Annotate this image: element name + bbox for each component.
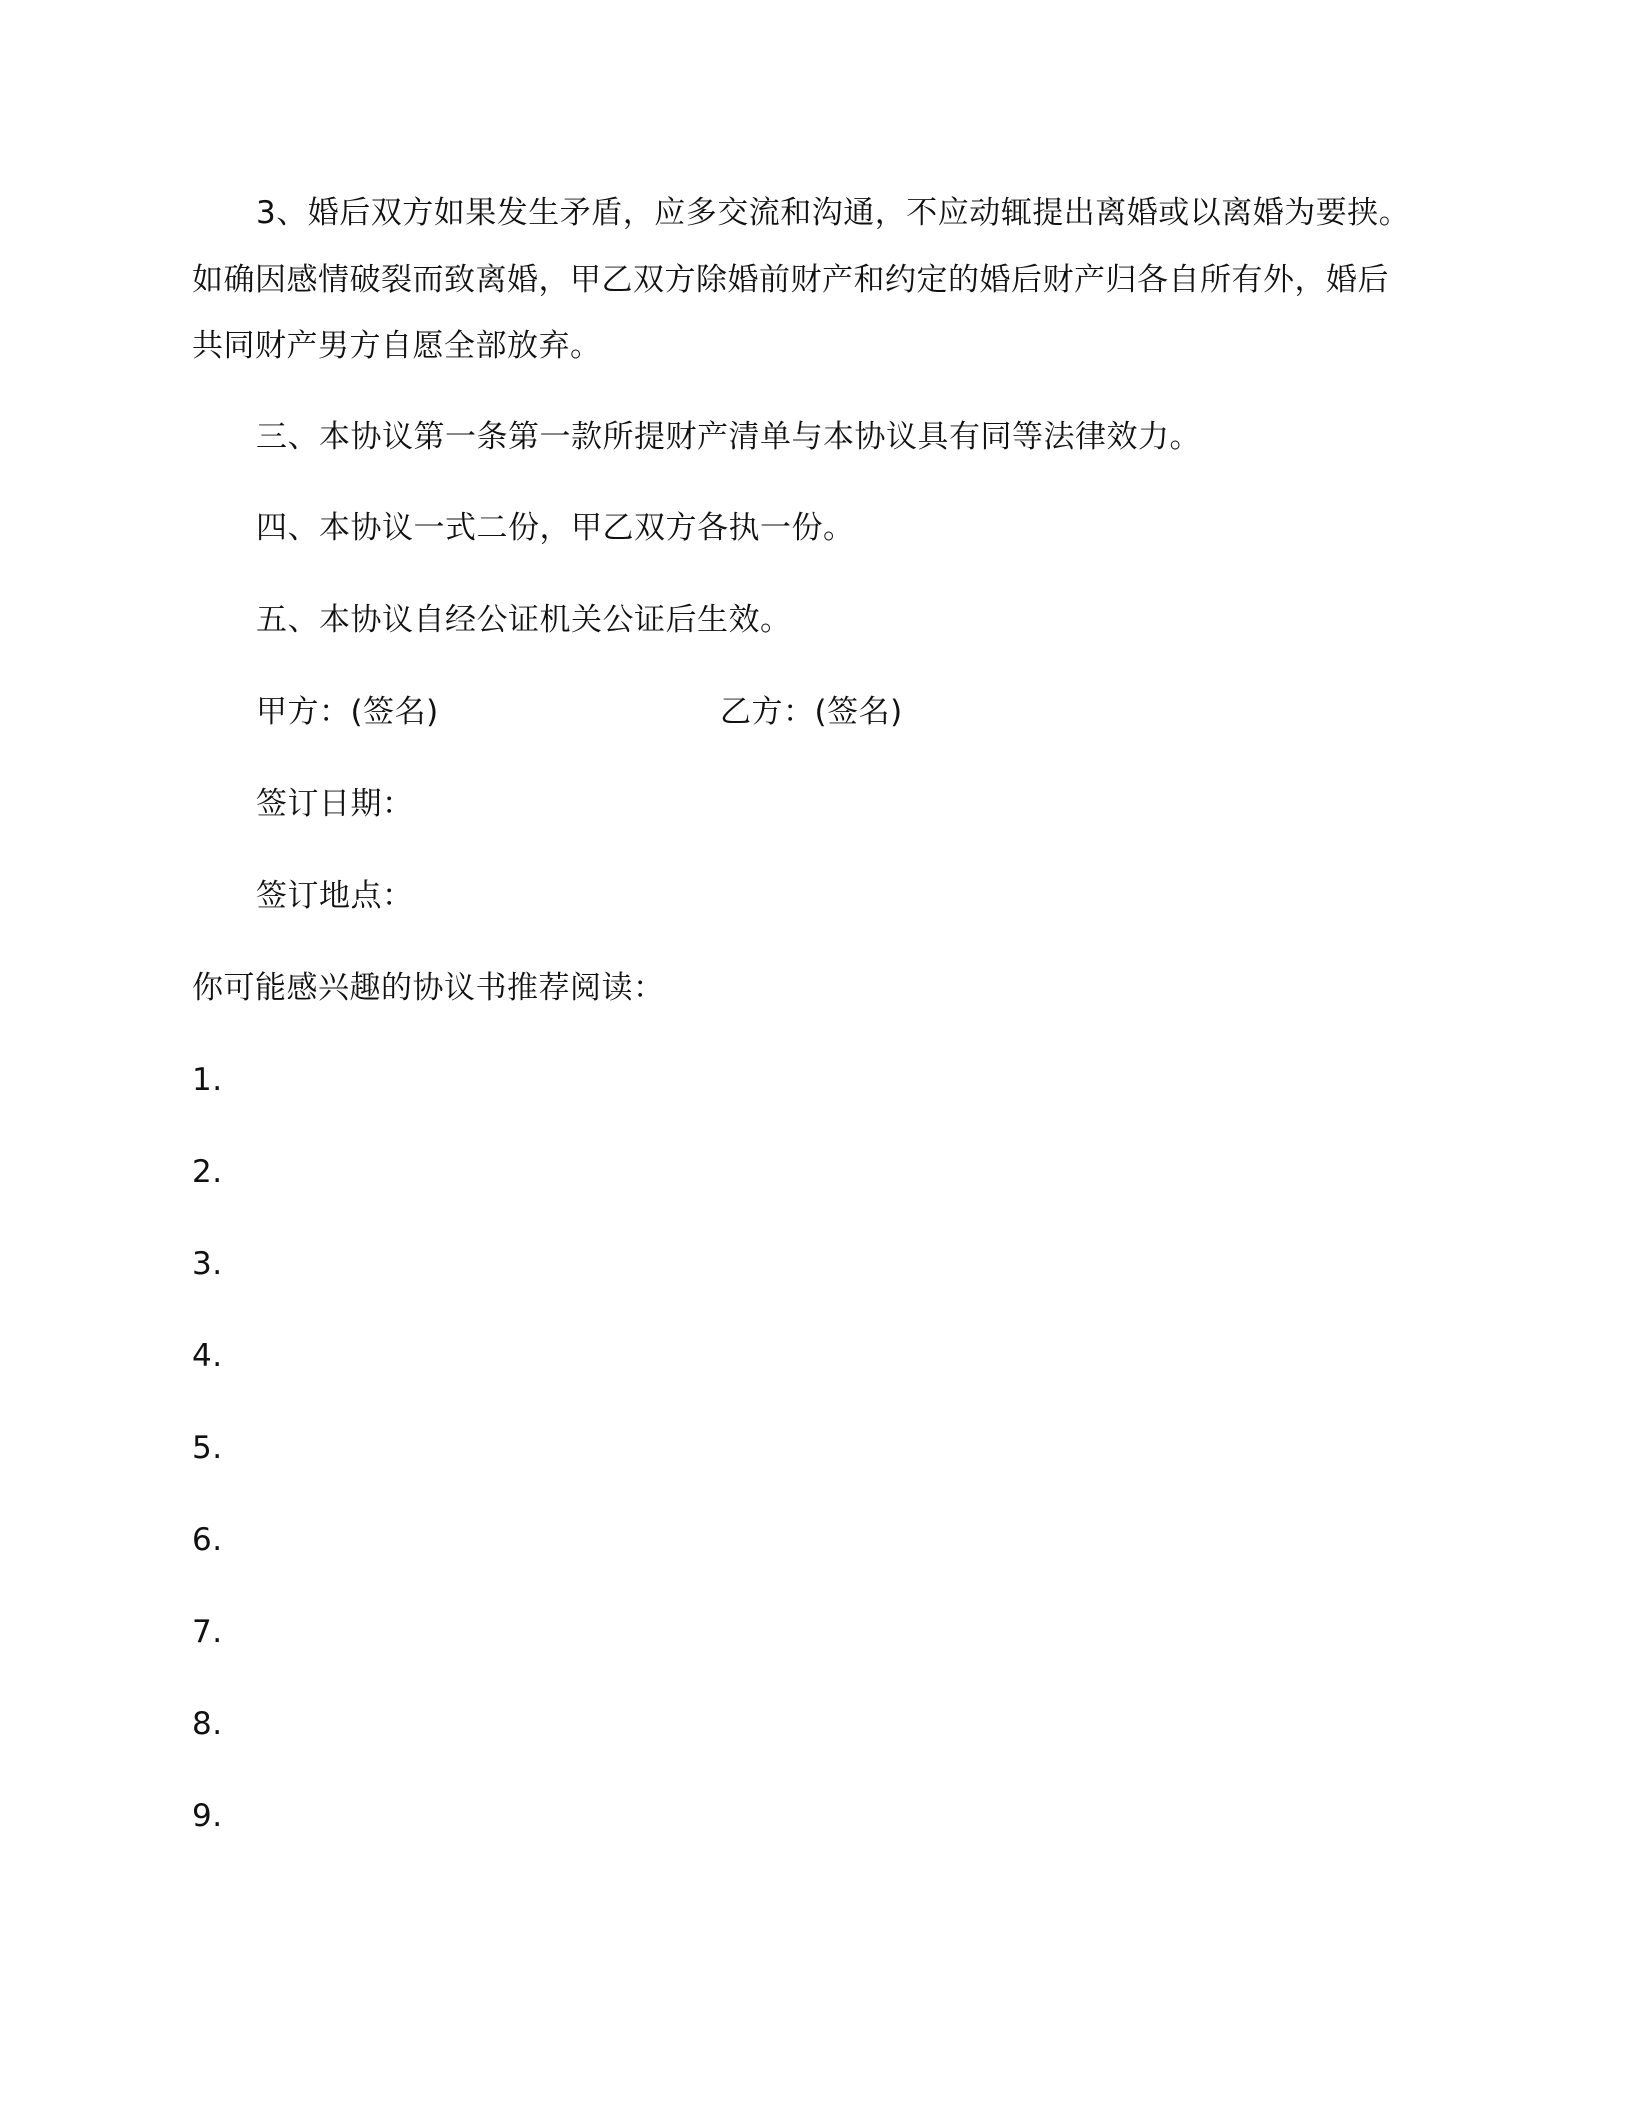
article-3: 三、本协议第一条第一款所提财产清单与本协议具有同等法律效力。 <box>256 419 1201 455</box>
clause-3-line-2: 如确因感情破裂而致离婚，甲乙双方除婚前财产和约定的婚后财产归各自所有外，婚后 <box>192 262 1389 298</box>
clause-3-line-3: 共同财产男方自愿全部放弃。 <box>192 328 602 364</box>
article-4: 四、本协议一式二份，甲乙双方各执一份。 <box>256 510 855 546</box>
clause-3-line-1: 3、婚后双方如果发生矛盾，应多交流和沟通，不应动辄提出离婚或以离婚为要挟。 <box>256 195 1411 231</box>
recommend-item: 8. <box>192 1706 223 1742</box>
party-b-signature: 乙方：(签名) <box>720 694 903 730</box>
recommend-item: 2. <box>192 1154 223 1190</box>
signing-place: 签订地点： <box>256 878 414 914</box>
recommend-item: 6. <box>192 1522 223 1558</box>
recommend-item: 5. <box>192 1430 223 1466</box>
recommend-item: 4. <box>192 1338 223 1374</box>
article-5: 五、本协议自经公证机关公证后生效。 <box>256 602 792 638</box>
recommend-heading: 你可能感兴趣的协议书推荐阅读： <box>192 970 665 1006</box>
party-a-signature: 甲方：(签名) <box>256 694 439 730</box>
recommend-item: 7. <box>192 1614 223 1650</box>
signing-date: 签订日期： <box>256 786 414 822</box>
recommend-item: 3. <box>192 1246 223 1282</box>
recommend-item: 9. <box>192 1798 223 1834</box>
recommend-item: 1. <box>192 1062 223 1098</box>
